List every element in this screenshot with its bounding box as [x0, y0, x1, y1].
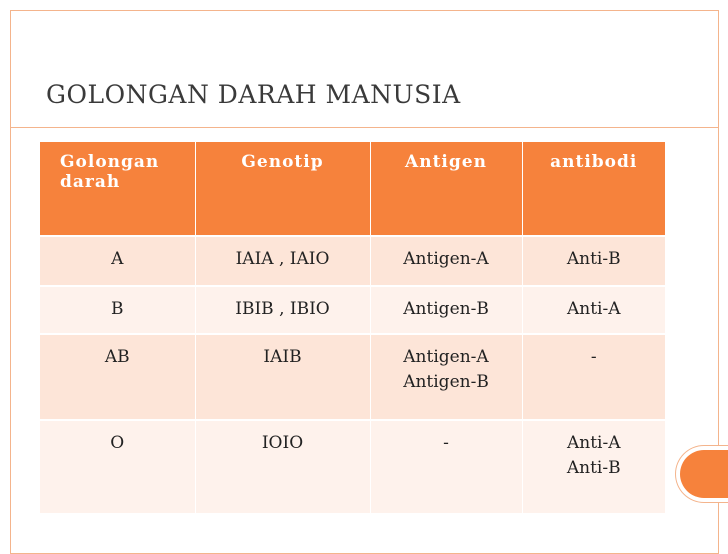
table-row [40, 334, 665, 420]
cell-golongan: B [40, 286, 195, 334]
antibodi-line: - [590, 347, 597, 367]
antibodi-line: Anti-B [566, 249, 621, 269]
antigen-line: - [443, 433, 449, 453]
header-genotip: Genotip [195, 142, 370, 236]
header-antibodi: antibodi [522, 142, 665, 236]
cell-antibodi [522, 334, 665, 420]
antigen-line: Antigen-A [403, 249, 489, 269]
cell-antigen [370, 420, 522, 513]
antibodi-line: Anti-A [566, 433, 621, 453]
cell-golongan: AB [40, 334, 195, 420]
cell-golongan: A [40, 236, 195, 286]
antigen-line: Antigen-B [403, 299, 489, 319]
cell-antibodi [522, 420, 665, 513]
cell-antigen [370, 286, 522, 334]
cell-golongan: O [40, 420, 195, 513]
antibodi-line: Anti-A [566, 299, 621, 319]
cell-antigen [370, 236, 522, 286]
table-header-row [40, 142, 665, 236]
blood-type-table [40, 142, 665, 513]
title-divider [10, 127, 718, 128]
cell-antibodi [522, 286, 665, 334]
cell-antigen [370, 334, 522, 420]
antigen-line: Antigen-A [403, 347, 489, 367]
cell-genotip: IAIA , IAIO [195, 236, 370, 286]
cell-genotip: IBIB , IBIO [195, 286, 370, 334]
cell-antibodi [522, 236, 665, 286]
table-row [40, 236, 665, 286]
antigen-line: Antigen-B [403, 372, 489, 392]
antibodi-line: Anti-B [566, 458, 621, 478]
header-golongan-darah: Golongan darah [40, 142, 195, 236]
cell-genotip: IAIB [195, 334, 370, 420]
slide-title: GOLONGAN DARAH MANUSIA [46, 80, 461, 109]
decorative-circle [680, 450, 728, 498]
cell-genotip: IOIO [195, 420, 370, 513]
table-row [40, 420, 665, 513]
table-row [40, 286, 665, 334]
header-antigen: Antigen [370, 142, 522, 236]
